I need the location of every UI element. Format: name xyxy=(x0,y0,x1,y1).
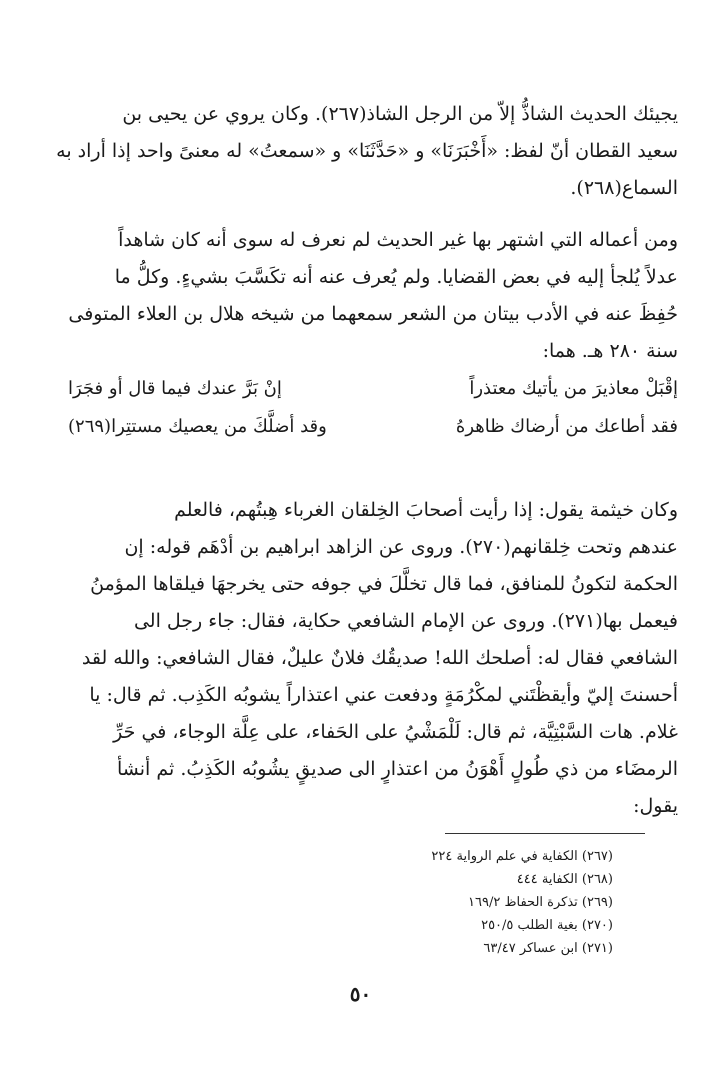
footnote: (٢٦٨) الكفاية ٤٤٤ xyxy=(516,872,613,887)
footnote: (٢٦٧) الكفاية في علم الرواية ٢٢٤ xyxy=(431,849,613,864)
text-line: سعيد القطان أنّ لفظ: «أَخْبَرَنَا» و «حَدَّثَنَا» و «سمعتُ» له معنىً واحد إذا أراد به xyxy=(56,140,678,162)
paragraph-khaythama xyxy=(50,492,678,825)
footnote: (٢٧٠) بغية الطلب ٢٥٠/٥ xyxy=(481,918,613,933)
text-line: ومن أعماله التي اشتهر بها غير الحديث لم نعرف له سوى أنه كان شاهداً xyxy=(118,229,678,251)
text-line: الشافعي فقال له: أصلحك الله! صديقُك فلانٌ عليلٌ، فقال الشافعي: والله لقد xyxy=(81,647,678,669)
page-number: ٥٠ xyxy=(349,982,372,1006)
text-line: الحكمة لتكونُ للمنافق، فما قال تخلَّلَ في جوفه حتى يخرجهَا فيلقاها المؤمنُ xyxy=(90,573,678,595)
text-line: يجيئك الحديث الشاذُّ إلاّ من الرجل الشاذ(٢٦٧). وكان يروي عن يحيى بن xyxy=(122,103,678,125)
text-line: السماع(٢٦٨). xyxy=(570,177,678,199)
text-line: يقول: xyxy=(633,795,678,817)
verse-second-hemistich: إنْ بَرَّ عندك فيما قال أو فجَرَا xyxy=(68,378,282,399)
poem-verses xyxy=(50,370,678,446)
text-line: عدلاً يُلجأ إليه في بعض القضايا. ولم يُعرف عنه أنه تكَسَّبَ بشيءٍ. وكلُّ ما xyxy=(114,266,678,288)
footnote: (٢٧١) ابن عساكر ٦٣/٤٧ xyxy=(483,941,613,956)
verse xyxy=(50,370,678,408)
text-line: سنة ٢٨٠ هـ. هما: xyxy=(542,340,678,362)
text-line: فيعمل بها(٢٧١). وروى عن الإمام الشافعي حكاية، فقال: جاء رجل الى xyxy=(133,610,678,632)
text-line: أحسنتَ إليّ وأيقظْتَني لمكْرُمَةٍ ودفعت عني اعتذاراً يشوبُه الكَذِب. ثم قال: يا xyxy=(89,684,678,706)
verse-first-hemistich: فقد أطاعك من أرضاك ظاهرهُ xyxy=(455,416,678,437)
verse-second-hemistich: وقد أضلَّكَ من يعصيك مستتِرا(٢٦٩) xyxy=(68,416,327,437)
footnote: (٢٦٩) تذكرة الحفاظ ١٦٩/٢ xyxy=(468,895,613,910)
text-line: عندهم وتحت خِلقانهم(٢٧٠). وروى عن الزاهد ابراهيم بن أدْهَم قوله: إن xyxy=(124,536,678,558)
verse-first-hemistich: إقْبَلْ معاذيرَ من يأتيك معتذراً xyxy=(469,378,678,399)
text-line: وكان خيثمة يقول: إذا رأيت أصحابَ الخِلقان الغرباء هِبتُهم، فالعلم xyxy=(174,499,678,521)
text-line: غلام. هات السَّبْتِيَّة، ثم قال: لَلْمَشْيُ على الحَفاء، على عِلَّة الوجاء، في حَرِّ xyxy=(113,721,678,743)
footnotes xyxy=(431,845,613,960)
verse xyxy=(50,408,678,446)
text-line: الرمضَاء من ذي طُولٍ أَهْوَنُ من اعتذارٍ الى صديقٍ يشُوبُه الكَذِبُ. ثم أنشأ xyxy=(117,758,678,780)
footnote-divider xyxy=(445,833,645,834)
text-line: حُفِظَ عنه في الأدب بيتان من الشعر سمعهما من شيخه هلال بن العلاء المتوفى xyxy=(68,303,678,325)
paragraph-works xyxy=(50,222,678,370)
paragraph-hadith-narration xyxy=(50,96,678,207)
